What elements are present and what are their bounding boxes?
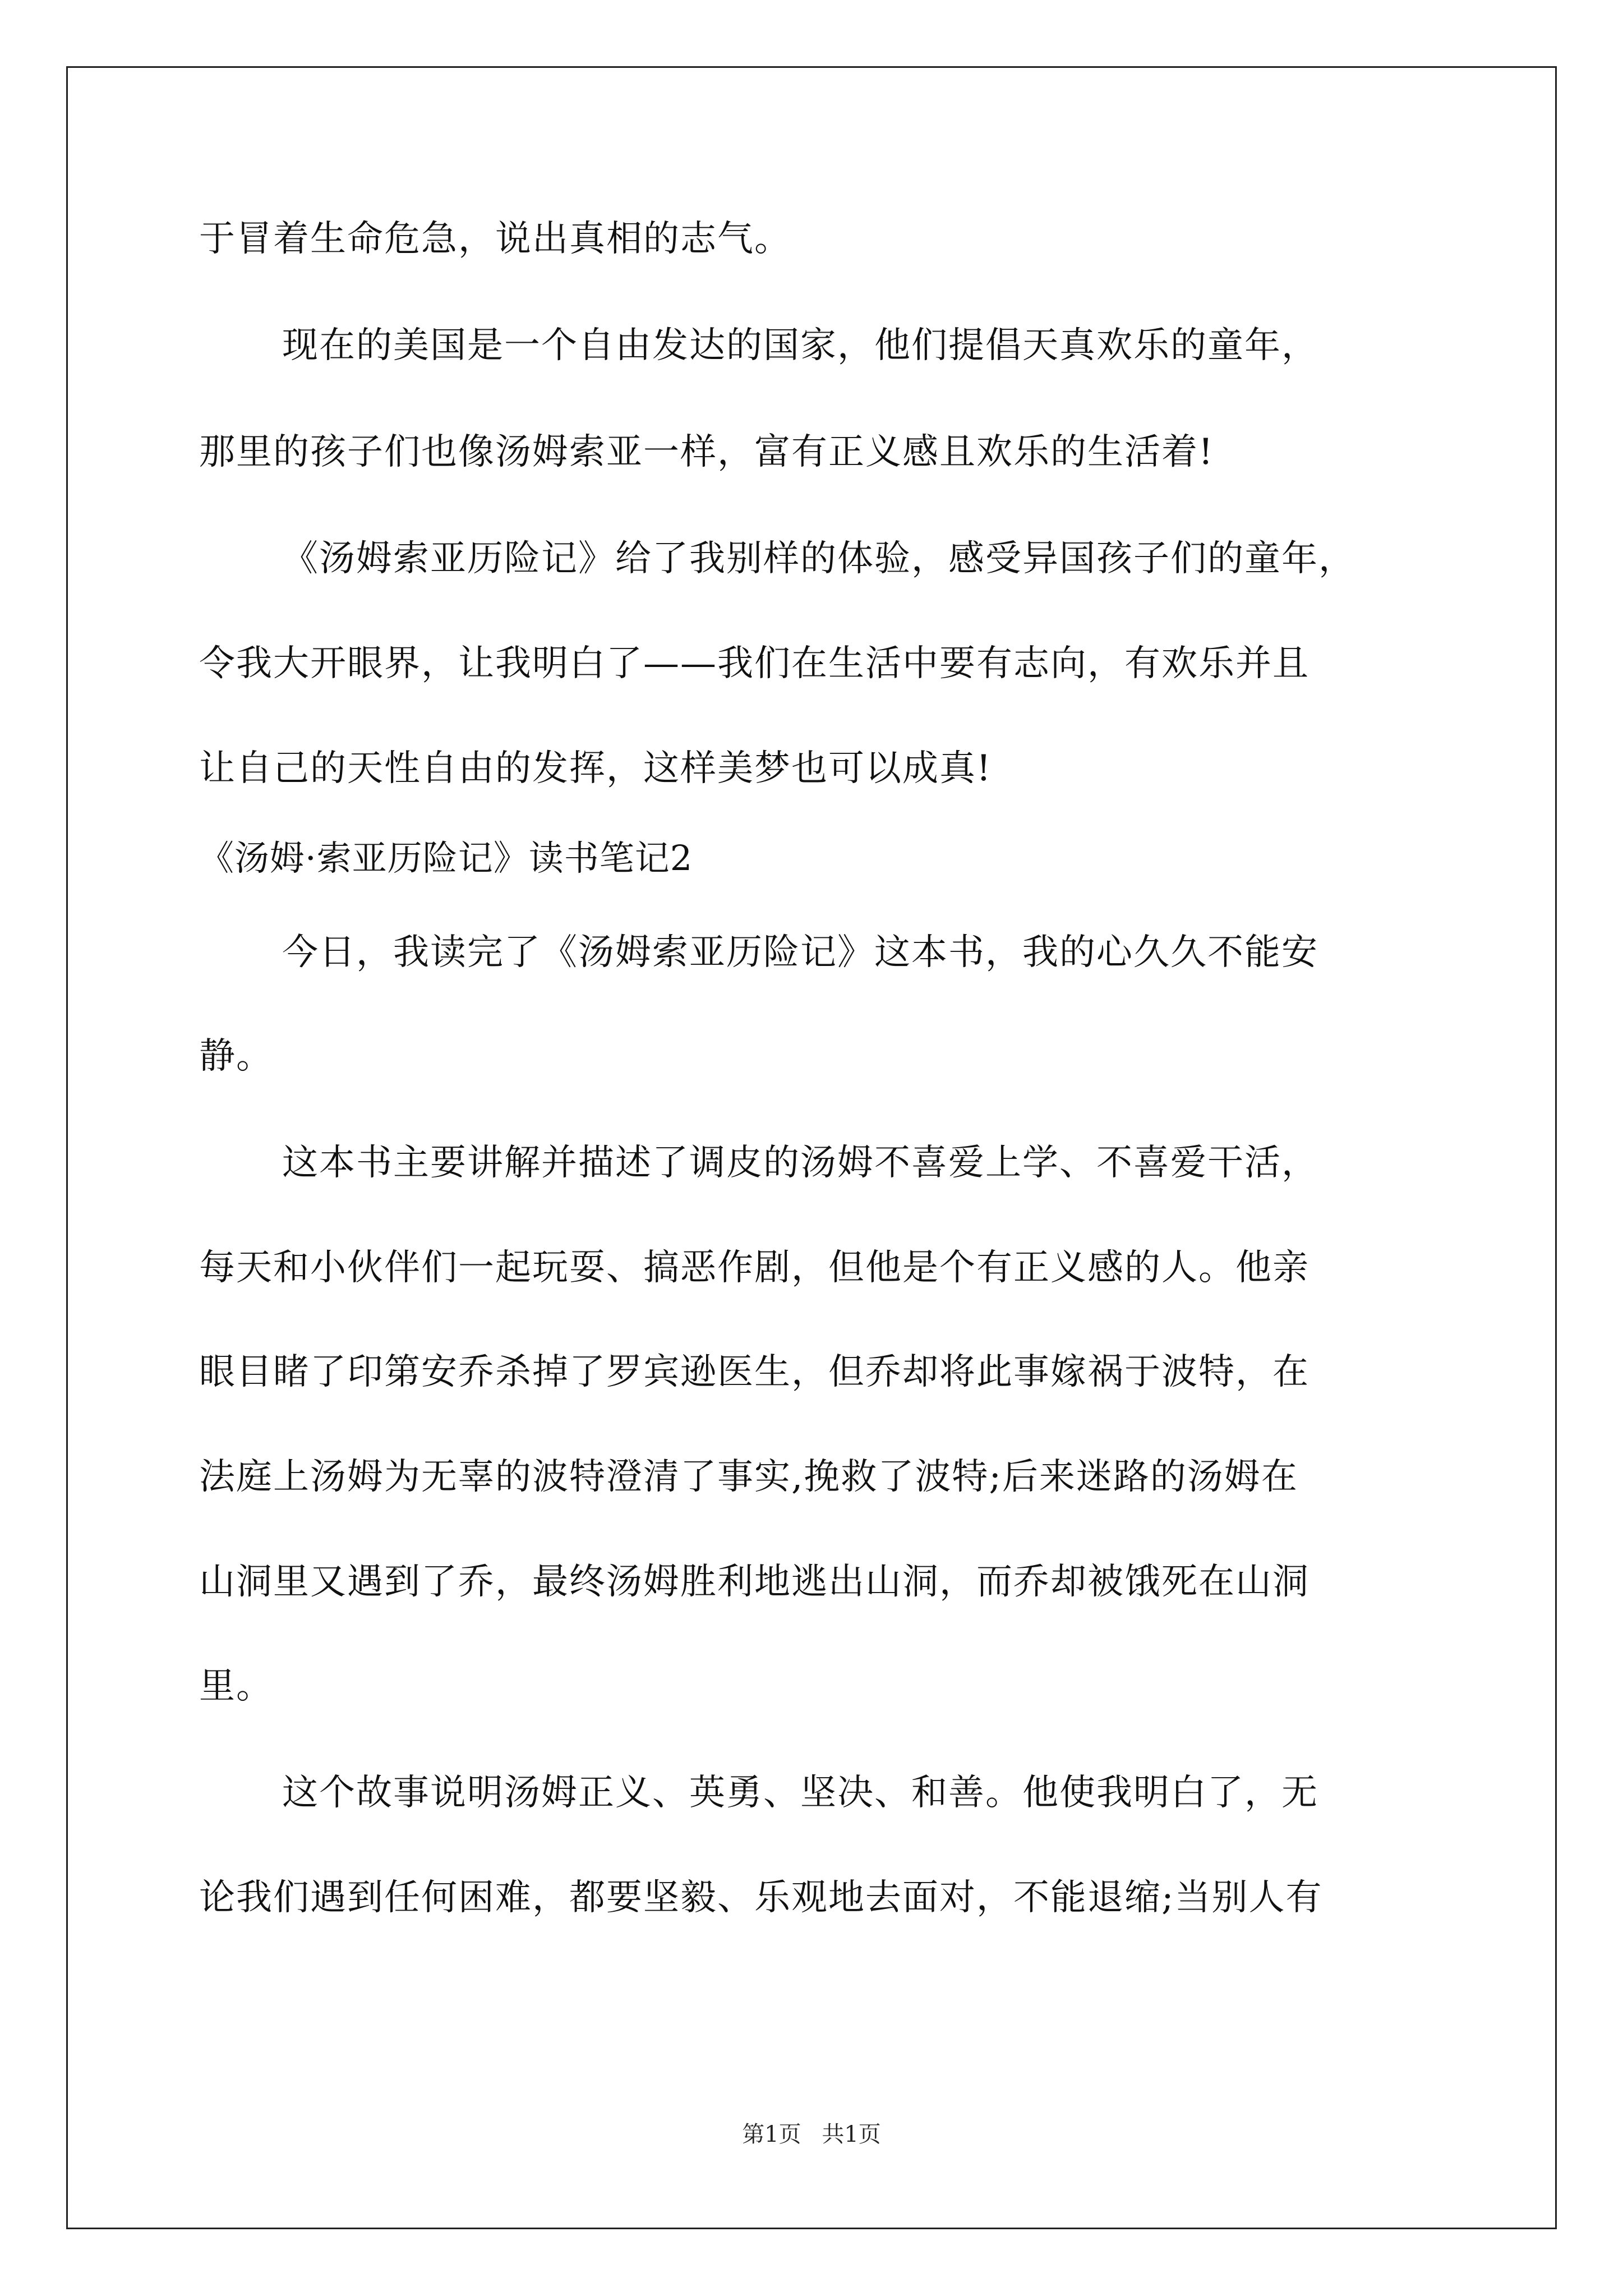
text-line: 山洞里又遇到了乔，最终汤姆胜利地逃出山洞，而乔却被饿死在山洞 xyxy=(199,1561,1310,1603)
paragraph-line: 今日，我读完了《汤姆索亚历险记》这本书，我的心久久不能安 xyxy=(282,932,1318,973)
text-line: 眼目睹了印第安乔杀掉了罗宾逊医生，但乔却将此事嫁祸于波特，在 xyxy=(199,1351,1310,1393)
text-line: 里。 xyxy=(199,1665,273,1707)
page-footer xyxy=(0,2118,1623,2151)
text-line: 那里的孩子们也像汤姆索亚一样，富有正义感且欢乐的生活着! xyxy=(199,431,1214,473)
text-line: 论我们遇到任何困难，都要坚毅、乐观地去面对，不能退缩;当别人有 xyxy=(199,1877,1323,1918)
page-total: 共1页 xyxy=(822,2122,881,2147)
paragraph-line: 现在的美国是一个自由发达的国家，他们提倡天真欢乐的童年， xyxy=(282,325,1318,366)
paragraph-line: 这个故事说明汤姆正义、英勇、坚决、和善。他使我明白了，无 xyxy=(282,1772,1318,1814)
text-line: 法庭上汤姆为无辜的波特澄清了事实,挽救了波特;后来迷路的汤姆在 xyxy=(199,1456,1298,1498)
paragraph-line: 这本书主要讲解并描述了调皮的汤姆不喜爱上学、不喜爱干活， xyxy=(282,1142,1318,1184)
text-line: 令我大开眼界，让我明白了——我们在生活中要有志向，有欢乐并且 xyxy=(199,643,1310,684)
text-line: 让自己的天性自由的发挥，这样美梦也可以成真! xyxy=(199,748,992,789)
section-heading: 《汤姆·索亚历险记》读书笔记2 xyxy=(199,838,693,878)
text-line: 于冒着生命危急，说出真相的志气。 xyxy=(199,218,791,260)
text-line: 每天和小伙伴们一起玩耍、搞恶作剧，但他是个有正义感的人。他亲 xyxy=(199,1247,1310,1289)
paragraph-line: 《汤姆索亚历险记》给了我别样的体验，感受异国孩子们的童年， xyxy=(282,538,1355,579)
text-line: 静。 xyxy=(199,1036,273,1077)
page-number: 第1页 xyxy=(742,2122,801,2147)
